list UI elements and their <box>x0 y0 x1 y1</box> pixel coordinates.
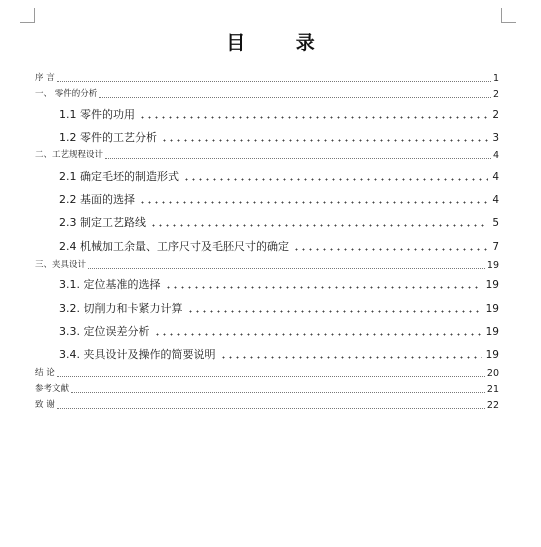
toc-entry-page: 19 <box>485 349 499 361</box>
toc-entry-page: 1 <box>492 73 499 84</box>
toc-entry-acknowledgements[interactable] <box>35 400 499 411</box>
toc-entry-label: 结 论 <box>35 368 55 378</box>
toc-dot-leader <box>57 408 485 409</box>
toc-entry-label: 二、工艺规程设计 <box>35 150 104 160</box>
toc-dot-leader <box>105 158 491 159</box>
toc-entry-label: 2.4 机械加工余量、工序尺寸及毛胚尺寸的确定 <box>59 240 289 253</box>
toc-entry-page: 2 <box>492 109 499 121</box>
toc-entry-label: 3.1. 定位基准的选择 <box>59 278 161 291</box>
toc-entry-label: 1.2 零件的工艺分析 <box>59 131 157 144</box>
toc-entry-3-2[interactable] <box>59 302 499 316</box>
toc-entry-3-1[interactable] <box>59 278 499 292</box>
toc-dot-leader <box>88 268 485 269</box>
toc-entry-references[interactable] <box>35 384 499 395</box>
toc-entry-1-2[interactable] <box>59 131 499 145</box>
toc-entry-preface[interactable] <box>35 73 499 84</box>
toc-entry-fixture-design[interactable] <box>35 260 499 271</box>
toc-entry-page: 22 <box>486 400 499 411</box>
toc-entry-page: 7 <box>492 241 499 253</box>
toc-entry-page: 19 <box>486 260 499 271</box>
toc-entry-page: 4 <box>492 194 499 206</box>
toc-entry-page: 20 <box>486 368 499 379</box>
toc-dot-leader <box>57 376 485 377</box>
toc-dot-leader <box>293 248 488 251</box>
toc-entry-label: 三、夹具设计 <box>35 260 87 270</box>
toc-dot-leader <box>220 356 482 359</box>
toc-entry-2-3[interactable] <box>59 216 499 230</box>
toc-dot-leader <box>139 116 488 119</box>
toc-entry-label: 参考文献 <box>35 384 70 394</box>
toc-entry-conclusion[interactable] <box>35 368 499 379</box>
toc-dot-leader <box>71 392 485 393</box>
toc-entry-label: 1.1 零件的功用 <box>59 108 135 121</box>
toc-entry-page: 21 <box>486 384 499 395</box>
toc-entry-2-2[interactable] <box>59 193 499 207</box>
toc-entry-page: 19 <box>485 279 499 291</box>
toc-entry-page: 4 <box>492 150 499 161</box>
toc-dot-leader <box>183 178 488 181</box>
toc-entry-page: 2 <box>492 89 499 100</box>
toc-entry-part-analysis[interactable] <box>35 89 499 100</box>
toc-dot-leader <box>187 310 482 313</box>
toc-entry-label: 3.3. 定位误差分析 <box>59 325 150 338</box>
toc-title: 目 录 <box>226 32 337 54</box>
toc-dot-leader <box>57 81 491 82</box>
toc-dot-leader <box>154 333 482 336</box>
toc-entry-label: 2.3 制定工艺路线 <box>59 216 146 229</box>
toc-dot-leader <box>99 97 491 98</box>
toc-entry-page: 19 <box>485 326 499 338</box>
toc-entry-page: 3 <box>492 132 499 144</box>
toc-entry-label: 2.2 基面的选择 <box>59 193 135 206</box>
toc-entry-page: 5 <box>492 217 499 229</box>
toc-entry-3-3[interactable] <box>59 325 499 339</box>
toc-entry-3-4[interactable] <box>59 348 499 362</box>
toc-entry-label: 3.4. 夹具设计及操作的简要说明 <box>59 348 216 361</box>
toc-dot-leader <box>150 224 488 227</box>
toc-entry-2-1[interactable] <box>59 170 499 184</box>
toc-entry-label: 3.2. 切削力和卡紧力计算 <box>59 302 183 315</box>
toc-entry-page: 19 <box>485 303 499 315</box>
toc-dot-leader <box>165 286 482 289</box>
toc-dot-leader <box>139 201 488 204</box>
toc-entry-label: 序 言 <box>35 73 55 83</box>
toc-entry-label: 致 谢 <box>35 400 55 410</box>
toc-entry-label: 一、 零件的分析 <box>35 89 98 99</box>
toc-entry-2-4[interactable] <box>59 240 499 254</box>
toc-entry-page: 4 <box>492 171 499 183</box>
toc-dot-leader <box>161 139 488 142</box>
toc-entry-1-1[interactable] <box>59 108 499 122</box>
toc-entry-process-design[interactable] <box>35 150 499 161</box>
toc-entry-label: 2.1 确定毛坯的制造形式 <box>59 170 179 183</box>
